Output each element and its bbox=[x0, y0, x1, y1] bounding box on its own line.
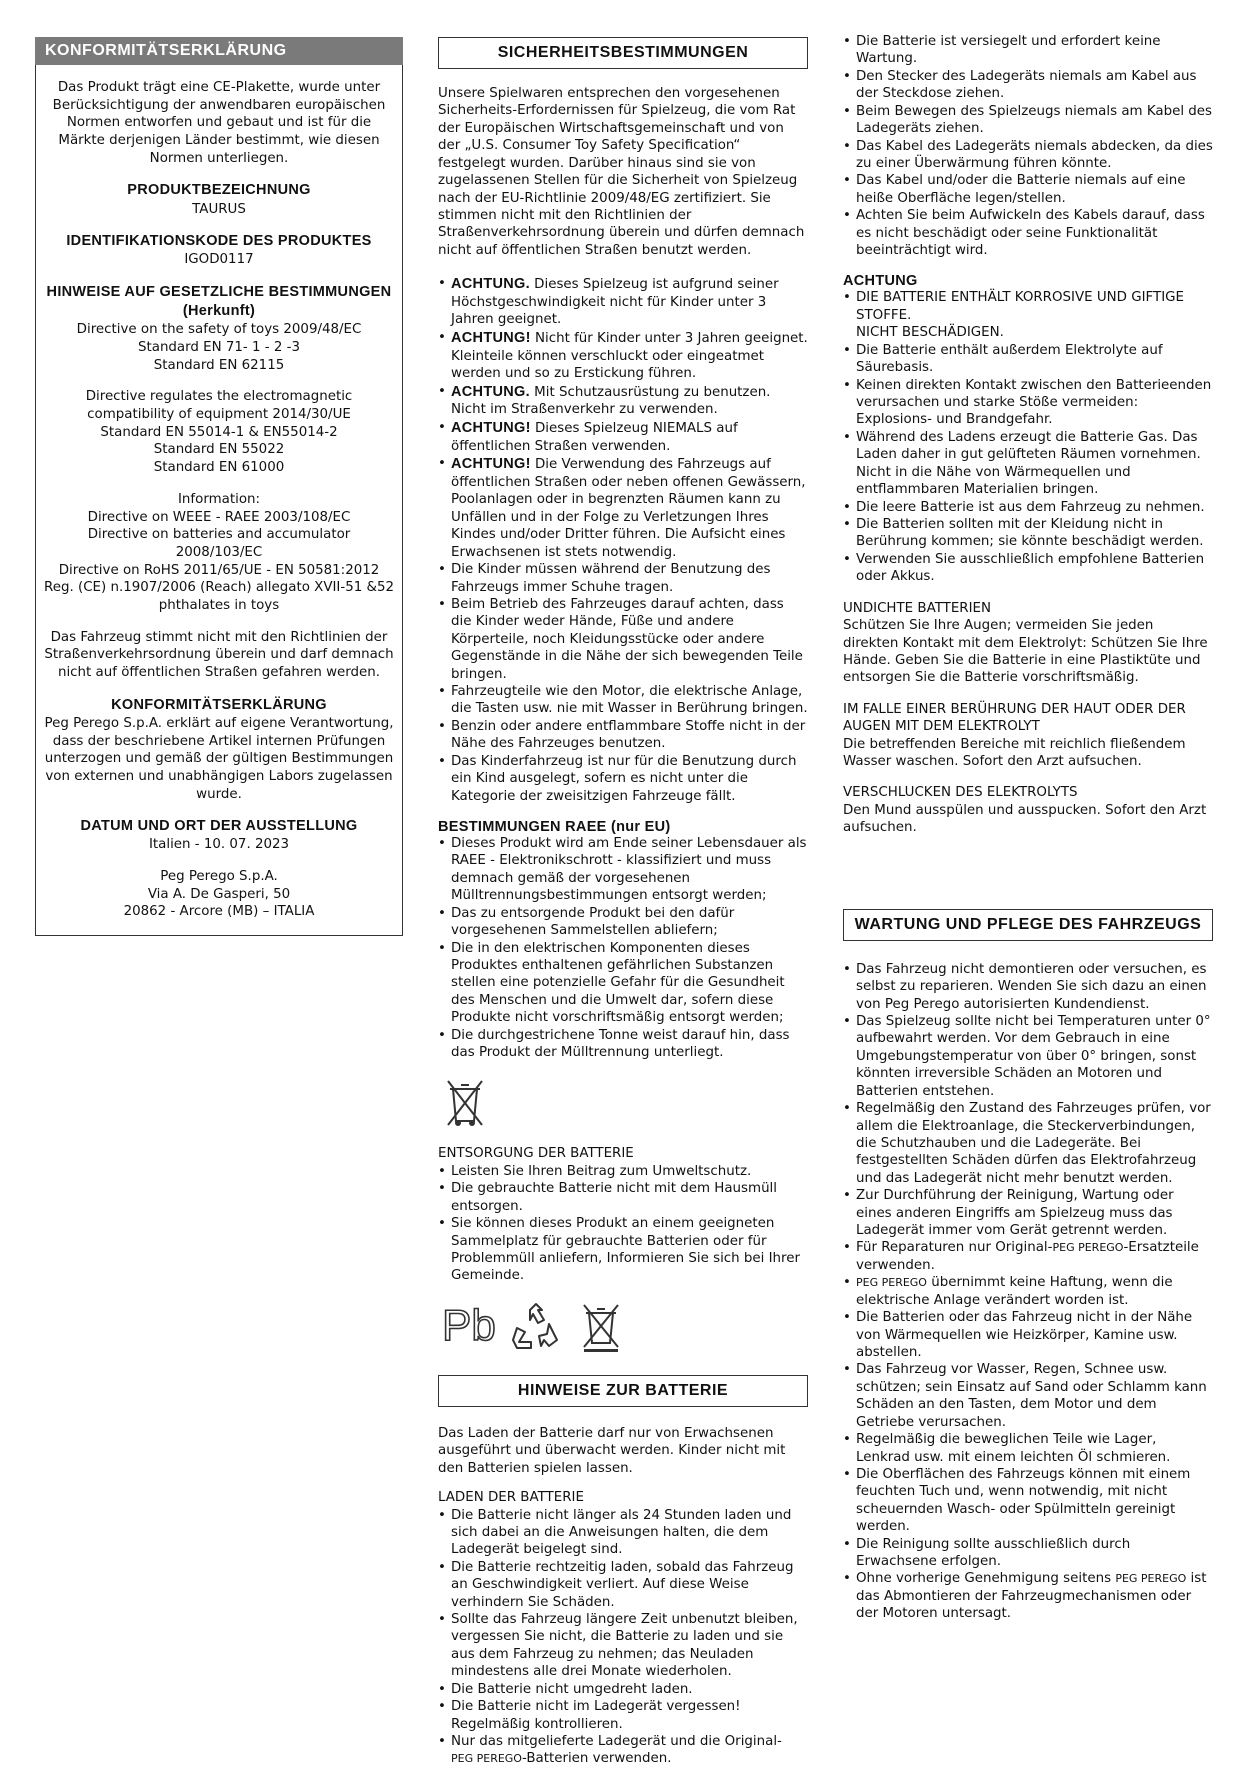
emc-line: Standard EN 55014-1 & EN55014-2 bbox=[100, 424, 338, 440]
list-item: • Beim Betrieb des Fahrzeuges darauf achten, dass die Kinder weder Hände, Füße und andere Körperteile, noch Kleidungsstücke oder andere Gegenstände in die Nähe der sich bewegenden Teile bringen. bbox=[438, 596, 808, 683]
leak-text: Schützen Sie Ihre Augen; vermeiden Sie jeden direkten Kontakt mit dem Elektrolyt: Schützen Sie Ihre Hände. Geben Sie die Batterie in eine Plastiktüte und entsorgen Sie die Batterie vorschriftsmäßig. bbox=[843, 618, 1208, 686]
column-battery-maintenance bbox=[843, 33, 1213, 1623]
list-item: • Die Batterie nicht länger als 24 Stunden laden und sich dabei an die Anweisungen halten, die dem Ladegerät beigelegt sind. bbox=[438, 1507, 808, 1559]
crossed-bin-icon bbox=[444, 1075, 486, 1129]
product-label: PRODUKTBEZEICHNUNG bbox=[127, 182, 311, 199]
id-value: IGOD0117 bbox=[184, 252, 254, 268]
emc-line: Standard EN 61000 bbox=[153, 460, 285, 476]
legal-line: Standard EN 62115 bbox=[153, 357, 285, 373]
list-item: • Das Kinderfahrzeug ist nur für die Benutzung durch ein Kind ausgelegt, sofern es nicht unter die Kategorie der zweisitzigen Fahrzeuge fällt. bbox=[438, 753, 808, 805]
list-item: • Regelmäßig den Zustand des Fahrzeuges prüfen, vor allem die Elektroanlage, die Steckerverbindungen, die Schutzhauben und die Ladegeräte. Bei festgestellten Schäden dürfen das Elektrofahrzeug und das Ladegerät nicht mehr benutzt werden. bbox=[843, 1100, 1213, 1187]
list-item: • Keinen direkten Kontakt zwischen den Batterieenden verursachen und starke Stöße vermeiden: Explosions- und Brandgefahr. bbox=[843, 377, 1213, 429]
maintenance-header: WARTUNG UND PFLEGE DES FAHRZEUGS bbox=[843, 909, 1213, 941]
legal-label: HINWEISE AUF GESETZLICHE BESTIMMUNGEN (Herkunft) bbox=[46, 284, 392, 320]
address-line: Peg Perego S.p.A. bbox=[160, 869, 278, 885]
conformity-intro: Das Produkt trägt eine CE-Plakette, wurde unter Berücksichtigung der anwendbaren europäischen Normen entworfen und gebaut und ist für die Märkte derjenigen Länder bestimmt, wie diesen Normen unterliegen. bbox=[52, 80, 386, 166]
id-label: IDENTIFIKATIONSKODE DES PRODUKTES bbox=[66, 233, 372, 250]
warning-item: • ACHTUNG! Die Verwendung des Fahrzeugs auf öffentlichen Straßen oder neben offenen Gewässern, Poolanlagen oder in begrenzten Räumen kann zu Unfällen und in der Folge zu Verletzungen Ihres Kindes und/oder Dritter führen. Die Aufsicht eines Erwachsenen ist stets notwendig. bbox=[438, 455, 808, 561]
list-item: • Sie können dieses Produkt an einem geeigneten Sammelplatz für gebrauchte Batterien oder für Problemmüll anliefern, Informieren Sie sich bei Ihrer Gemeinde. bbox=[438, 1215, 808, 1285]
list-item: • Das Kabel und/oder die Batterie niemals auf eine heiße Oberfläche legen/stellen. bbox=[843, 172, 1213, 207]
warning-item: • ACHTUNG. Mit Schutzausrüstung zu benutzen. Nicht im Straßenverkehr zu verwenden. bbox=[438, 383, 808, 419]
list-item: • Die Reinigung sollte ausschließlich durch Erwachsene erfolgen. bbox=[843, 1536, 1213, 1571]
info-line: Directive on batteries and accumulator 2008/103/EC bbox=[87, 527, 351, 560]
swallow-title: VERSCHLUCKEN DES ELEKTROLYTS bbox=[843, 785, 1078, 801]
info-line: Directive on WEEE - RAEE 2003/108/EC bbox=[87, 509, 351, 525]
product-value: TAURUS bbox=[192, 201, 246, 217]
list-item: • Die Batterien sollten mit der Kleidung nicht in Berührung kommen; sie könnte beschädigt werden. bbox=[843, 516, 1213, 551]
disposal-title: ENTSORGUNG DER BATTERIE bbox=[438, 1146, 634, 1162]
list-item: • Die Oberflächen des Fahrzeugs können mit einem feuchten Tuch und, wenn notwendig, mit nicht scheuernden Wasch- oder Spülmitteln gereinigt werden. bbox=[843, 1466, 1213, 1536]
list-item: • Das Kabel des Ladegeräts niemals abdecken, da dies zu einer Überwärmung führen könnte. bbox=[843, 138, 1213, 173]
list-item: • Ohne vorherige Genehmigung seitens PEG PEREGO ist das Abmontieren der Fahrzeugmechanismen oder der Motoren untersagt. bbox=[843, 1570, 1213, 1622]
safety-header: SICHERHEITSBESTIMMUNGEN bbox=[438, 37, 808, 69]
warning-item: • ACHTUNG! Nicht für Kinder unter 3 Jahren geeignet. Kleinteile können verschluckt oder eingeatmet werden und so zu Erstickung führen. bbox=[438, 329, 808, 383]
info-line: Directive on RoHS 2011/65/UE - EN 50581:2012 bbox=[58, 562, 380, 578]
column-conformity bbox=[35, 37, 403, 936]
warning-list bbox=[438, 275, 808, 805]
date-label: DATUM UND ORT DER AUSSTELLUNG bbox=[80, 818, 358, 835]
conformity-box bbox=[35, 65, 403, 936]
info-line: Reg. (CE) n.1907/2006 (Reach) allegato XVII-51 &52 phthalates in toys bbox=[44, 580, 394, 613]
list-item: • Das Spielzeug sollte nicht bei Temperaturen unter 0° aufbewahrt werden. Vor dem Gebrauch in eine Umgebungstemperatur von über 0° bringen, sonst könnten irreversible Schäden an Motoren und Batterien entstehen. bbox=[843, 1013, 1213, 1100]
list-item: • Nur das mitgelieferte Ladegerät und die Original- PEG PEREGO-Batterien verwenden. bbox=[438, 1733, 808, 1768]
address-line: Via A. De Gasperi, 50 bbox=[147, 886, 291, 902]
skin-title: IM FALLE EINER BERÜHRUNG DER HAUT ODER DER AUGEN MIT DEM ELEKTROLYT bbox=[843, 701, 1186, 735]
battery-header: HINWEISE ZUR BATTERIE bbox=[438, 1375, 808, 1407]
brand-name: PEG PEREGO bbox=[1115, 1572, 1187, 1586]
list-item: • Regelmäßig die beweglichen Teile wie Lager, Lenkrad usw. mit einem leichten Öl schmieren. bbox=[843, 1431, 1213, 1466]
list-item: • Die Batterie enthält außerdem Elektrolyte auf Säurebasis. bbox=[843, 342, 1213, 377]
list-item: • Die Batterie nicht im Ladegerät vergessen! Regelmäßig kontrollieren. bbox=[438, 1698, 808, 1733]
maintenance-list bbox=[843, 961, 1213, 1623]
list-item: • Die Batterie rechtzeitig laden, sobald das Fahrzeug an Geschwindigkeit verliert. Auf diese Weise verhindern Sie Schäden. bbox=[438, 1559, 808, 1611]
legal-line: Standard EN 71- 1 - 2 -3 bbox=[137, 340, 301, 355]
list-item: • Dieses Produkt wird am Ende seiner Lebensdauer als RAEE - Elektronikschrott - klassifiziert und muss demnach gemäß der vorgesehenen Mülltrennungsbestimmungen entsorgt werden; bbox=[438, 835, 808, 905]
achtung-title: ACHTUNG bbox=[843, 273, 918, 290]
list-item: • Die Batterie nicht umgedreht laden. bbox=[438, 1681, 808, 1698]
skin-text: Die betreffenden Bereiche mit reichlich fließendem Wasser waschen. Sofort den Arzt aufsuchen. bbox=[843, 736, 1186, 770]
list-item: • PEG PEREGO übernimmt keine Haftung, wenn die elektrische Anlage verändert worden ist. bbox=[843, 1274, 1213, 1309]
battery-list bbox=[843, 33, 1213, 259]
list-item: • Die leere Batterie ist aus dem Fahrzeug zu nehmen. bbox=[843, 499, 1213, 516]
battery-intro: Das Laden der Batterie darf nur von Erwachsenen ausgeführt und überwacht werden. Kinder nicht mit den Batterien spielen lassen. bbox=[438, 1425, 786, 1476]
disposal-list bbox=[438, 1163, 808, 1285]
raee-icons bbox=[444, 1075, 808, 1131]
charge-list bbox=[438, 1507, 808, 1768]
declaration-label: KONFORMITÄTSERKLÄRUNG bbox=[111, 696, 327, 713]
list-item: • Beim Bewegen des Spielzeugs niemals am Kabel des Ladegeräts ziehen. bbox=[843, 103, 1213, 138]
list-item: • Die in den elektrischen Komponenten dieses Produktes enthaltenen gefährlichen Substanzen stellen eine potenzielle Gefahr für die Gesundheit des Menschen und die Umwelt dar, sofern diese Produkte nicht vorschriftsmäßig entsorgt werden; bbox=[438, 940, 808, 1027]
raee-title: BESTIMMUNGEN RAEE (nur EU) bbox=[438, 818, 671, 835]
list-item: • Die Batterien oder das Fahrzeug nicht in der Nähe von Wärmequellen wie Heizkörper, Kamine usw. abstellen. bbox=[843, 1309, 1213, 1361]
swallow-text: Den Mund ausspülen und ausspucken. Sofort den Arzt aufsuchen. bbox=[843, 802, 1207, 836]
list-item: • Während des Ladens erzeugt die Batterie Gas. Das Laden daher in gut gelüfteten Räumen vornehmen. Nicht in die Nähe von Wärmequellen und entflammbaren Materialien bringen. bbox=[843, 429, 1213, 499]
list-item: • Das zu entsorgende Produkt bei den dafür vorgesehenen Sammelstellen abliefern; bbox=[438, 905, 808, 940]
declaration-text: Peg Perego S.p.A. erklärt auf eigene Verantwortung, dass der beschriebene Artikel internen Prüfungen unterzogen und gemäß der gültigen Bestimmungen von externen und unabhängigen Labors zugelassen wurde. bbox=[44, 715, 394, 802]
brand-name: PEG PEREGO bbox=[1052, 1241, 1124, 1255]
pb-icon: Pb bbox=[442, 1300, 496, 1350]
list-item: • Fahrzeugteile wie den Motor, die elektrische Anlage, die Tasten usw. nie mit Wasser in Berührung bringen. bbox=[438, 683, 808, 718]
brand-name: PEG PEREGO bbox=[451, 1752, 522, 1766]
date-value: Italien - 10. 07. 2023 bbox=[148, 837, 290, 853]
list-item: • Für Reparaturen nur Original-PEG PEREGO-Ersatzteile verwenden. bbox=[843, 1239, 1213, 1274]
raee-list bbox=[438, 835, 808, 1061]
list-item: • Die gebrauchte Batterie nicht mit dem Hausmüll entsorgen. bbox=[438, 1180, 808, 1215]
emc-line: Standard EN 55022 bbox=[153, 442, 285, 458]
column-safety bbox=[438, 37, 808, 1768]
legal-line: Directive on the safety of toys 2009/48/EC bbox=[76, 322, 362, 338]
address-line: 20862 - Arcore (MB) – ITALIA bbox=[123, 904, 315, 920]
list-item: • Verwenden Sie ausschließlich empfohlene Batterien oder Akkus. bbox=[843, 551, 1213, 586]
battery-disposal-icons bbox=[442, 1299, 808, 1355]
warning-item: • ACHTUNG. Dieses Spielzeug ist aufgrund seiner Höchstgeschwindigkeit nicht für Kinder unter 3 Jahren geeignet. bbox=[438, 275, 808, 329]
road-note: Das Fahrzeug stimmt nicht mit den Richtlinien der Straßenverkehrsordnung überein und darf demnach nicht auf öffentlichen Straßen gefahren werden. bbox=[44, 629, 394, 680]
recycle-icon bbox=[511, 1302, 561, 1350]
list-item: • Das Fahrzeug vor Wasser, Regen, Schnee usw. schützen; sein Einsatz auf Sand oder Schlamm kann Schäden an den Tasten, dem Motor und dem Getriebe verursachen. bbox=[843, 1361, 1213, 1431]
achtung-list bbox=[843, 289, 1213, 585]
leak-title: UNDICHTE BATTERIEN bbox=[843, 600, 992, 616]
list-item: • DIE BATTERIE ENTHÄLT KORROSIVE UND GIFTIGE STOFFE. NICHT BESCHÄDIGEN. bbox=[843, 289, 1213, 341]
conformity-header: KONFORMITÄTSERKLÄRUNG bbox=[35, 37, 403, 65]
list-item: • Das Fahrzeug nicht demontieren oder versuchen, es selbst zu reparieren. Wenden Sie sich dazu an einen von Peg Perego autorisierten Kundendienst. bbox=[843, 961, 1213, 1013]
crossed-bin-icon bbox=[580, 1299, 622, 1353]
list-item: • Benzin oder andere entflammbare Stoffe nicht in der Nähe des Fahrzeuges benutzen. bbox=[438, 718, 808, 753]
brand-name: PEG PEREGO bbox=[856, 1276, 927, 1290]
list-item: • Zur Durchführung der Reinigung, Wartung oder eines anderen Eingriffs am Spielzeug muss das Ladegerät immer vom Gerät getrennt werden. bbox=[843, 1187, 1213, 1239]
list-item: • Den Stecker des Ladegeräts niemals am Kabel aus der Steckdose ziehen. bbox=[843, 68, 1213, 103]
list-item: • Die Kinder müssen während der Benutzung des Fahrzeugs immer Schuhe tragen. bbox=[438, 561, 808, 596]
charge-title: LADEN DER BATTERIE bbox=[438, 1490, 584, 1506]
list-item: • Leisten Sie Ihren Beitrag zum Umweltschutz. bbox=[438, 1163, 808, 1180]
list-item: • Achten Sie beim Aufwickeln des Kabels darauf, dass es nicht beschädigt oder seine Funktionalität beeinträchtigt wird. bbox=[843, 207, 1213, 259]
warning-item: • ACHTUNG! Dieses Spielzeug NIEMALS auf öffentlichen Straßen verwenden. bbox=[438, 419, 808, 455]
list-item: • Die Batterie ist versiegelt und erfordert keine Wartung. bbox=[843, 33, 1213, 68]
list-item: • Die durchgestrichene Tonne weist darauf hin, dass das Produkt der Mülltrennung unterliegt. bbox=[438, 1027, 808, 1062]
info-line: Information: bbox=[177, 491, 261, 507]
emc-line: Directive regulates the electromagnetic compatibility of equipment 2014/30/UE bbox=[85, 389, 353, 423]
list-item: • Sollte das Fahrzeug längere Zeit unbenutzt bleiben, vergessen Sie nicht, die Batterie zu laden und sie aus dem Fahrzeug zu nehmen; das Neuladen mindestens alle drei Monate wiederholen. bbox=[438, 1611, 808, 1681]
safety-intro: Unsere Spielwaren entsprechen den vorgesehenen Sicherheits-Erfordernissen für Spielzeug, die vom Rat der Europäischen Wirtschaftsgemeinschaft und von der „U.S. Consumer Toy Safety Specification“ festgelegt wurden. Darüber hinaus sind sie von zugelassenen Stellen für die Sicherheit von Spielzeug nach der EU-Richtlinie 2009/48/EG zertifiziert. Sie stimmen nicht mit den Richtlinien der Straßenverkehrsordnung überein und dürfen demnach nicht auf öffentlichen Straßen benutzt werden. bbox=[438, 86, 805, 258]
